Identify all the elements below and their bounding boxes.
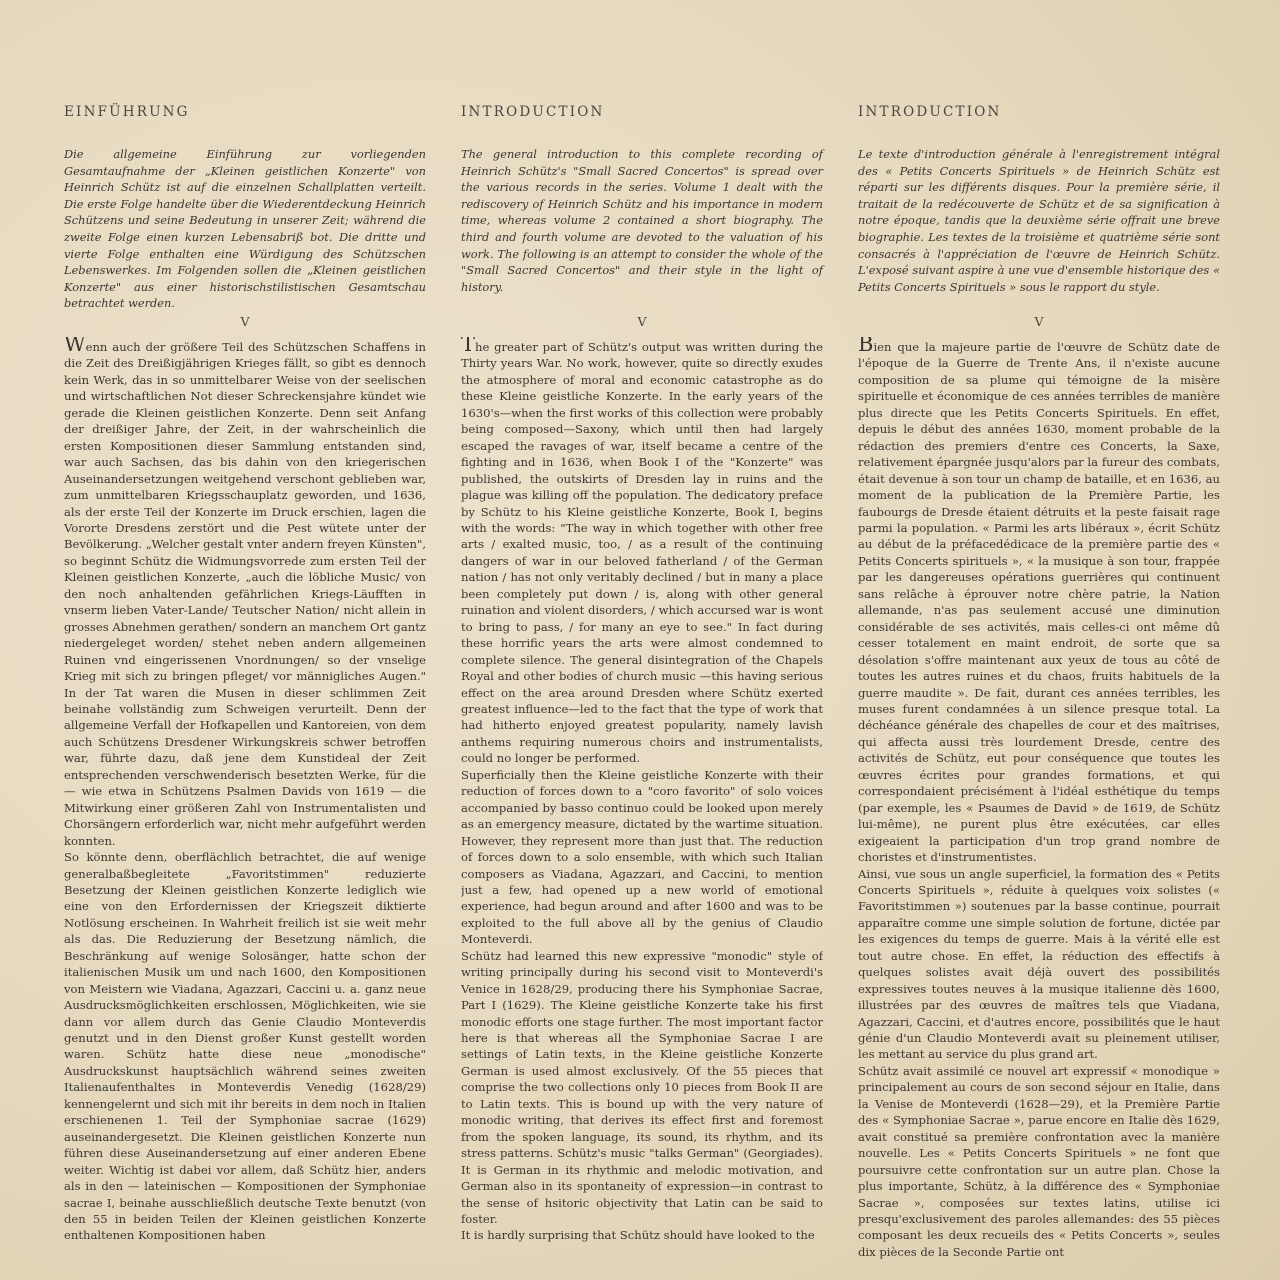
english-body bbox=[461, 337, 823, 1267]
english-paragraph-2: Superficially then the Kleine geistliche Konzerte with their reduction of forces down to a "coro favorito" of solo voices accompanied by basso continuo could be looked upon merely as an emergency measure, dictated by the wartime situation. However, they represent more than just that. The reduction of forces down to a solo ensemble, with which such Italian composers as Viadana, Agazzari, and Caccini, to mention just a few, had opened up a new world of emotional experience, had begun around and after 1600 and was to be exploited to the full above all by the genius of Claudio Monteverdi. bbox=[461, 767, 823, 947]
english-paragraph-4: It is hardly surprising that Schütz should have looked to the bbox=[461, 1228, 815, 1243]
english-heading: INTRODUCTION bbox=[461, 104, 605, 120]
english-section-numeral: V bbox=[637, 314, 647, 329]
french-paragraph-1-text: ien que la majeure partie de l'œuvre de Schütz date de l'époque de la Guerre de Trente Ans, il n'existe aucune composition de sa plume qui témoigne de la misère spirituelle et économique de ces années terribles de manière plus directe que les Petits Concerts Spirituels. En effet, depuis le début des années 1630, moment probable de la rédaction des premiers d'entre ces Concerts, la Saxe, relativement épargnée jusqu'alors par la fureur des combats, était devenue à son tour un champ de bataille, et en 1636, au moment de la publication de la Première Partie, les faubourgs de Dresde étaient détruits et la peste faisait rage parmi la population. « Parmi les arts libéraux », écrit Schütz au début de la préfacedédicace de la première partie des « Petits Concerts spirituels », « la musique à son tour, frappée par les dangereuses opérations guerrières qui continuent sans relâche à éprouver notre chère patrie, la Nation allemande, n'as pas seulement accusé une diminution considérable de ses activités, mais celles-ci ont même dû cesser totalement en maint endroit, de sorte que sa désolation s'offre maintenant aux yeux de tous au côté de toutes les autres ruines et du chaos, fruits habituels de la guerre maudite ». De fait, durant ces années terribles, les muses furent condamnées à un silence presque total. La déchéance générale des chapelles de cour et des maîtrises, qui affecta aussi très lourdement Dresde, centre des activités de Schütz, eut pour conséquence que toutes les œuvres écrites pour grandes formations, et qui correspondaient précisément à l'idéal esthétique du temps (par exemple, les « Psaumes de David » de 1619, de Schütz lui-même), ne purent plus être exécutées, car elles exigeaient la participation d'un trop grand nombre de choristes et d'instrumentistes. bbox=[858, 340, 1220, 865]
german-intro: Die allgemeine Einführung zur vorliegenden Gesamtaufnahme der „Kleinen geistlichen Konzerte" von Heinrich Schütz ist auf die einzelnen Schallplatten verteilt. Die erste Folge handelte über die Wiederentdeckung Heinrich Schützens und seine Bedeutung in unserer Zeit; während die zweite Folge einen kurzen Lebensabriß bot. Die dritte und vierte Folge enthalten eine Würdigung des Schützschen Lebenswerkes. Im Folgenden sollen die „Kleinen geistlichen Konzerte" aus einer historischstilistischen Gesamtschau betrachtet werden. bbox=[64, 147, 426, 311]
german-paragraph-1 bbox=[64, 337, 426, 849]
german-paragraph-1-text: enn auch der größere Teil des Schützschen Schaffens in die Zeit des Dreißigjährigen Krieges fällt, so gibt es dennoch kein Werk, das in so unmittelbarer Weise von der seelischen und wirtschaftlichen Not dieser Schreckensjahre kündet wie gerade die Kleinen geistlichen Konzerte. Denn seit Anfang der dreißiger Jahre, der Zeit, in der wahrscheinlich die ersten Kompositionen dieser Sammlung entstanden sind, war auch Sachsen, das bis dahin von den kriegerischen Auseinandersetzungen weitgehend verschont geblieben war, zum unmittelbaren Kriegsschauplatz geworden, und 1636, als der erste Teil der Konzerte im Druck erschien, lagen die Vororte Dresdens zerstört und die Pest wütete unter der Bevölkerung. „Welcher gestalt vnter andern freyen Künsten", so beginnt Schütz die Widmungsvorrede zum ersten Teil der Kleinen geistlichen Konzerte, „auch die löbliche Music/ von den noch anhaltenden gefährlichen Kriegs-Läufften in vnserm lieben Vater-Lande/ Teutscher Nation/ nicht allein in grosses Abnehmen gerathen/ sondern an manchem Ort gantz niedergeleget worden/ stehet neben andern allgemeinen Ruinen vnd eingerissenen Vnordnungen/ so der vnselige Krieg mit sich zu bringen pfleget/ vor männigliches Augen." In der Tat waren die Musen in dieser schlimmen Zeit beinahe vollständig zum Schweigen verurteilt. Denn der allgemeine Verfall der Hofkapellen und Kantoreien, von dem auch Schützens Dresdener Wirkungskreis schwer betroffen war, führte dazu, daß jene dem Kunstideal der Zeit entsprechenden verschwenderisch besetzten Werke, für die — wie etwa in Schützens Psalmen Davids von 1619 — die Mitwirkung einer größeren Zahl von Instrumentalisten und Chorsängern erforderlich war, nicht mehr aufgeführt werden konnten. bbox=[64, 340, 426, 848]
french-section-numeral: V bbox=[1034, 314, 1044, 329]
french-paragraph-2: Ainsi, vue sous un angle superficiel, la formation des « Petits Concerts Spirituels », réduite à quelques voix solistes (« Favoritstimmen ») soutenues par la basse continue, pourrait apparaître comme une simple solution de fortune, dictée par les exigences du temps de guerre. Mais à la vérité elle est tout autre chose. En effet, la réduction des effectifs à quelques solistes avait déjà ouvert des possibilités expressives toutes neuves à la musique italienne dès 1600, illustrées par des œuvres de maîtres tels que Viadana, Agazzari, Caccini, et d'autres encore, possibilités que le haut génie d'un Claudio Monteverdi avait su pleinement utiliser, les mettant au service du plus grand art. bbox=[858, 866, 1220, 1062]
english-paragraph-1 bbox=[461, 337, 823, 767]
german-heading: EINFÜHRUNG bbox=[64, 104, 190, 120]
english-paragraph-1-text: he greater part of Schütz's output was written during the Thirty years War. No work, however, quite so directly exudes the atmosphere of moral and economic catastrophe as do these Kleine geistliche Konzerte. In the early years of the 1630's—when the first works of this collection were probably being composed—Saxony, which until then had largely escaped the ravages of war, itself became a centre of the fighting and in 1636, when Book I of the "Konzerte" was published, the outskirts of Dresden lay in ruins and the plague was killing off the population. The dedicatory preface by Schütz to his Kleine geistliche Konzerte, Book I, begins with the words: "The way in which together with other free arts / exalted music, too, / as a result of the continuing dangers of war in our beloved fatherland / of the German nation / has not only veritably declined / but in many a place been completely put down / is, along with other general ruination and violent disorders, / which accursed war is wont to bring to pass, / for many an eye to see." In fact during these horrific years the arts were almost condemned to complete silence. The general disintegration of the Chapels Royal and other bodies of church music —this having serious effect on the area around Dresden where Schütz exerted greatest influence—led to the fact that the type of work that had hitherto enjoyed greatest popularity, namely lavish anthems requiring numerous choirs and instrumentalists, could no longer be performed. bbox=[461, 340, 823, 766]
french-dropcap: B bbox=[858, 337, 874, 356]
french-paragraph-1 bbox=[858, 337, 1220, 866]
german-dropcap: W bbox=[64, 337, 86, 356]
german-body bbox=[64, 337, 426, 1267]
german-section-numeral: V bbox=[240, 314, 250, 329]
english-dropcap: T bbox=[461, 337, 476, 356]
french-intro: Le texte d'introduction générale à l'enregistrement intégral des « Petits Concerts Spirituels » de Heinrich Schütz est réparti sur les différents disques. Pour la première série, il traitait de la redécouverte de Schütz et de sa signification à notre époque, tandis que la deuxième série offrait une breve biographie. Les textes de la troisième et quatrième série sont consacrés à l'appréciation de l'œuvre de Heinrich Schütz. L'exposé suivant aspire à une vue d'ensemble historique des « Petits Concerts Spirituels » sous le rapport du style. bbox=[858, 147, 1220, 294]
french-heading: INTRODUCTION bbox=[858, 104, 1002, 120]
english-paragraph-3: Schütz had learned this new expressive "monodic" style of writing principally during his second visit to Monteverdi's Venice in 1628/29, producing there his Symphoniae Sacrae, Part I (1629). The Kleine geistliche Konzerte take his first monodic efforts one stage further. The most important factor here is that whereas all the Symphoniae Sacrae I are settings of Latin texts, in the Kleine geistliche Konzerte German is used almost exclusively. Of the 55 pieces that comprise the two collections only 10 pieces from Book II are to Latin texts. This is bound up with the very nature of monodic writing, that derives its effect first and foremost from the spoken language, its sound, its rhythm, and its stress patterns. Schütz's music "talks German" (Georgiades). It is German in its rhythmic and melodic motivation, and German also in its spontaneity of expression—in contrast to the sense of hsitoric objectivity that Latin can be said to foster. bbox=[461, 948, 823, 1227]
french-body bbox=[858, 337, 1220, 1267]
german-paragraph-2: So könnte denn, oberflächlich betrachtet, die auf wenige generalbaßbegleitete „Favoritstimmen" reduzierte Besetzung der Kleinen geistlichen Konzerte lediglich wie eine von den Erfordernissen der Kriegszeit diktierte Notlösung erscheinen. In Wahrheit freilich ist sie weit mehr als das. Die Reduzierung der Besetzung nämlich, die Beschränkung auf wenige Solosänger, hatte schon der italienischen Musik um und nach 1600, den Kompositionen von Meistern wie Viadana, Agazzari, Caccini u. a. ganz neue Ausdrucksmöglichkeiten erschlossen, Möglichkeiten, wie sie dann vor allem durch das Genie Claudio Monteverdis genutzt und in den Dienst großer Kunst gestellt worden waren. Schütz hatte diese neue „monodische" Ausdruckskunst hauptsächlich während seines zweiten Italienaufenthaltes in Monteverdis Venedig (1628/29) kennengelernt und sich mit ihr bereits in dem noch in Italien erschienenen 1. Teil der Symphoniae sacrae (1629) auseinandergesetzt. Die Kleinen geistlichen Konzerte nun führen diese Auseinandersetzung auf einer anderen Ebene weiter. Wichtig ist dabei vor allem, daß Schütz hier, anders als in den — lateinischen — Kompositionen der Symphoniae sacrae I, beinahe ausschließlich deutsche Texte benutzt (von den 55 in beiden Teilen der Kleinen geistlichen Konzerte enthaltenen Kompositionen haben bbox=[64, 850, 426, 1243]
english-intro: The general introduction to this complete recording of Heinrich Schütz's "Small Sacred Concertos" is spread over the various records in the series. Volume 1 dealt with the rediscovery of Heinrich Schütz and his importance in modern time, whereas volume 2 contained a short biography. The third and fourth volume are devoted to the valuation of his work. The following is an attempt to consider the whole of the "Small Sacred Concertos" and their style in the light of history. bbox=[461, 147, 823, 294]
french-paragraph-3: Schütz avait assimilé ce nouvel art expressif « monodique » principalement au cours de son second séjour en Italie, dans la Venise de Monteverdi (1628—29), et la Première Partie des « Symphoniae Sacrae », parue encore en Italie dès 1629, avait constitué sa première confrontation avec la manière nouvelle. Les « Petits Concerts Spirituels » ne font que poursuivre cette confrontation sur un autre plan. Chose la plus importante, Schütz, à la différence des « Symphoniae Sacrae », composées sur textes latins, utilise ici presqu'exclusivement des paroles allemandes: des 55 pièces composant les deux recueils des « Petits Concerts », seules dix pièces de la Seconde Partie ont bbox=[858, 1063, 1220, 1259]
